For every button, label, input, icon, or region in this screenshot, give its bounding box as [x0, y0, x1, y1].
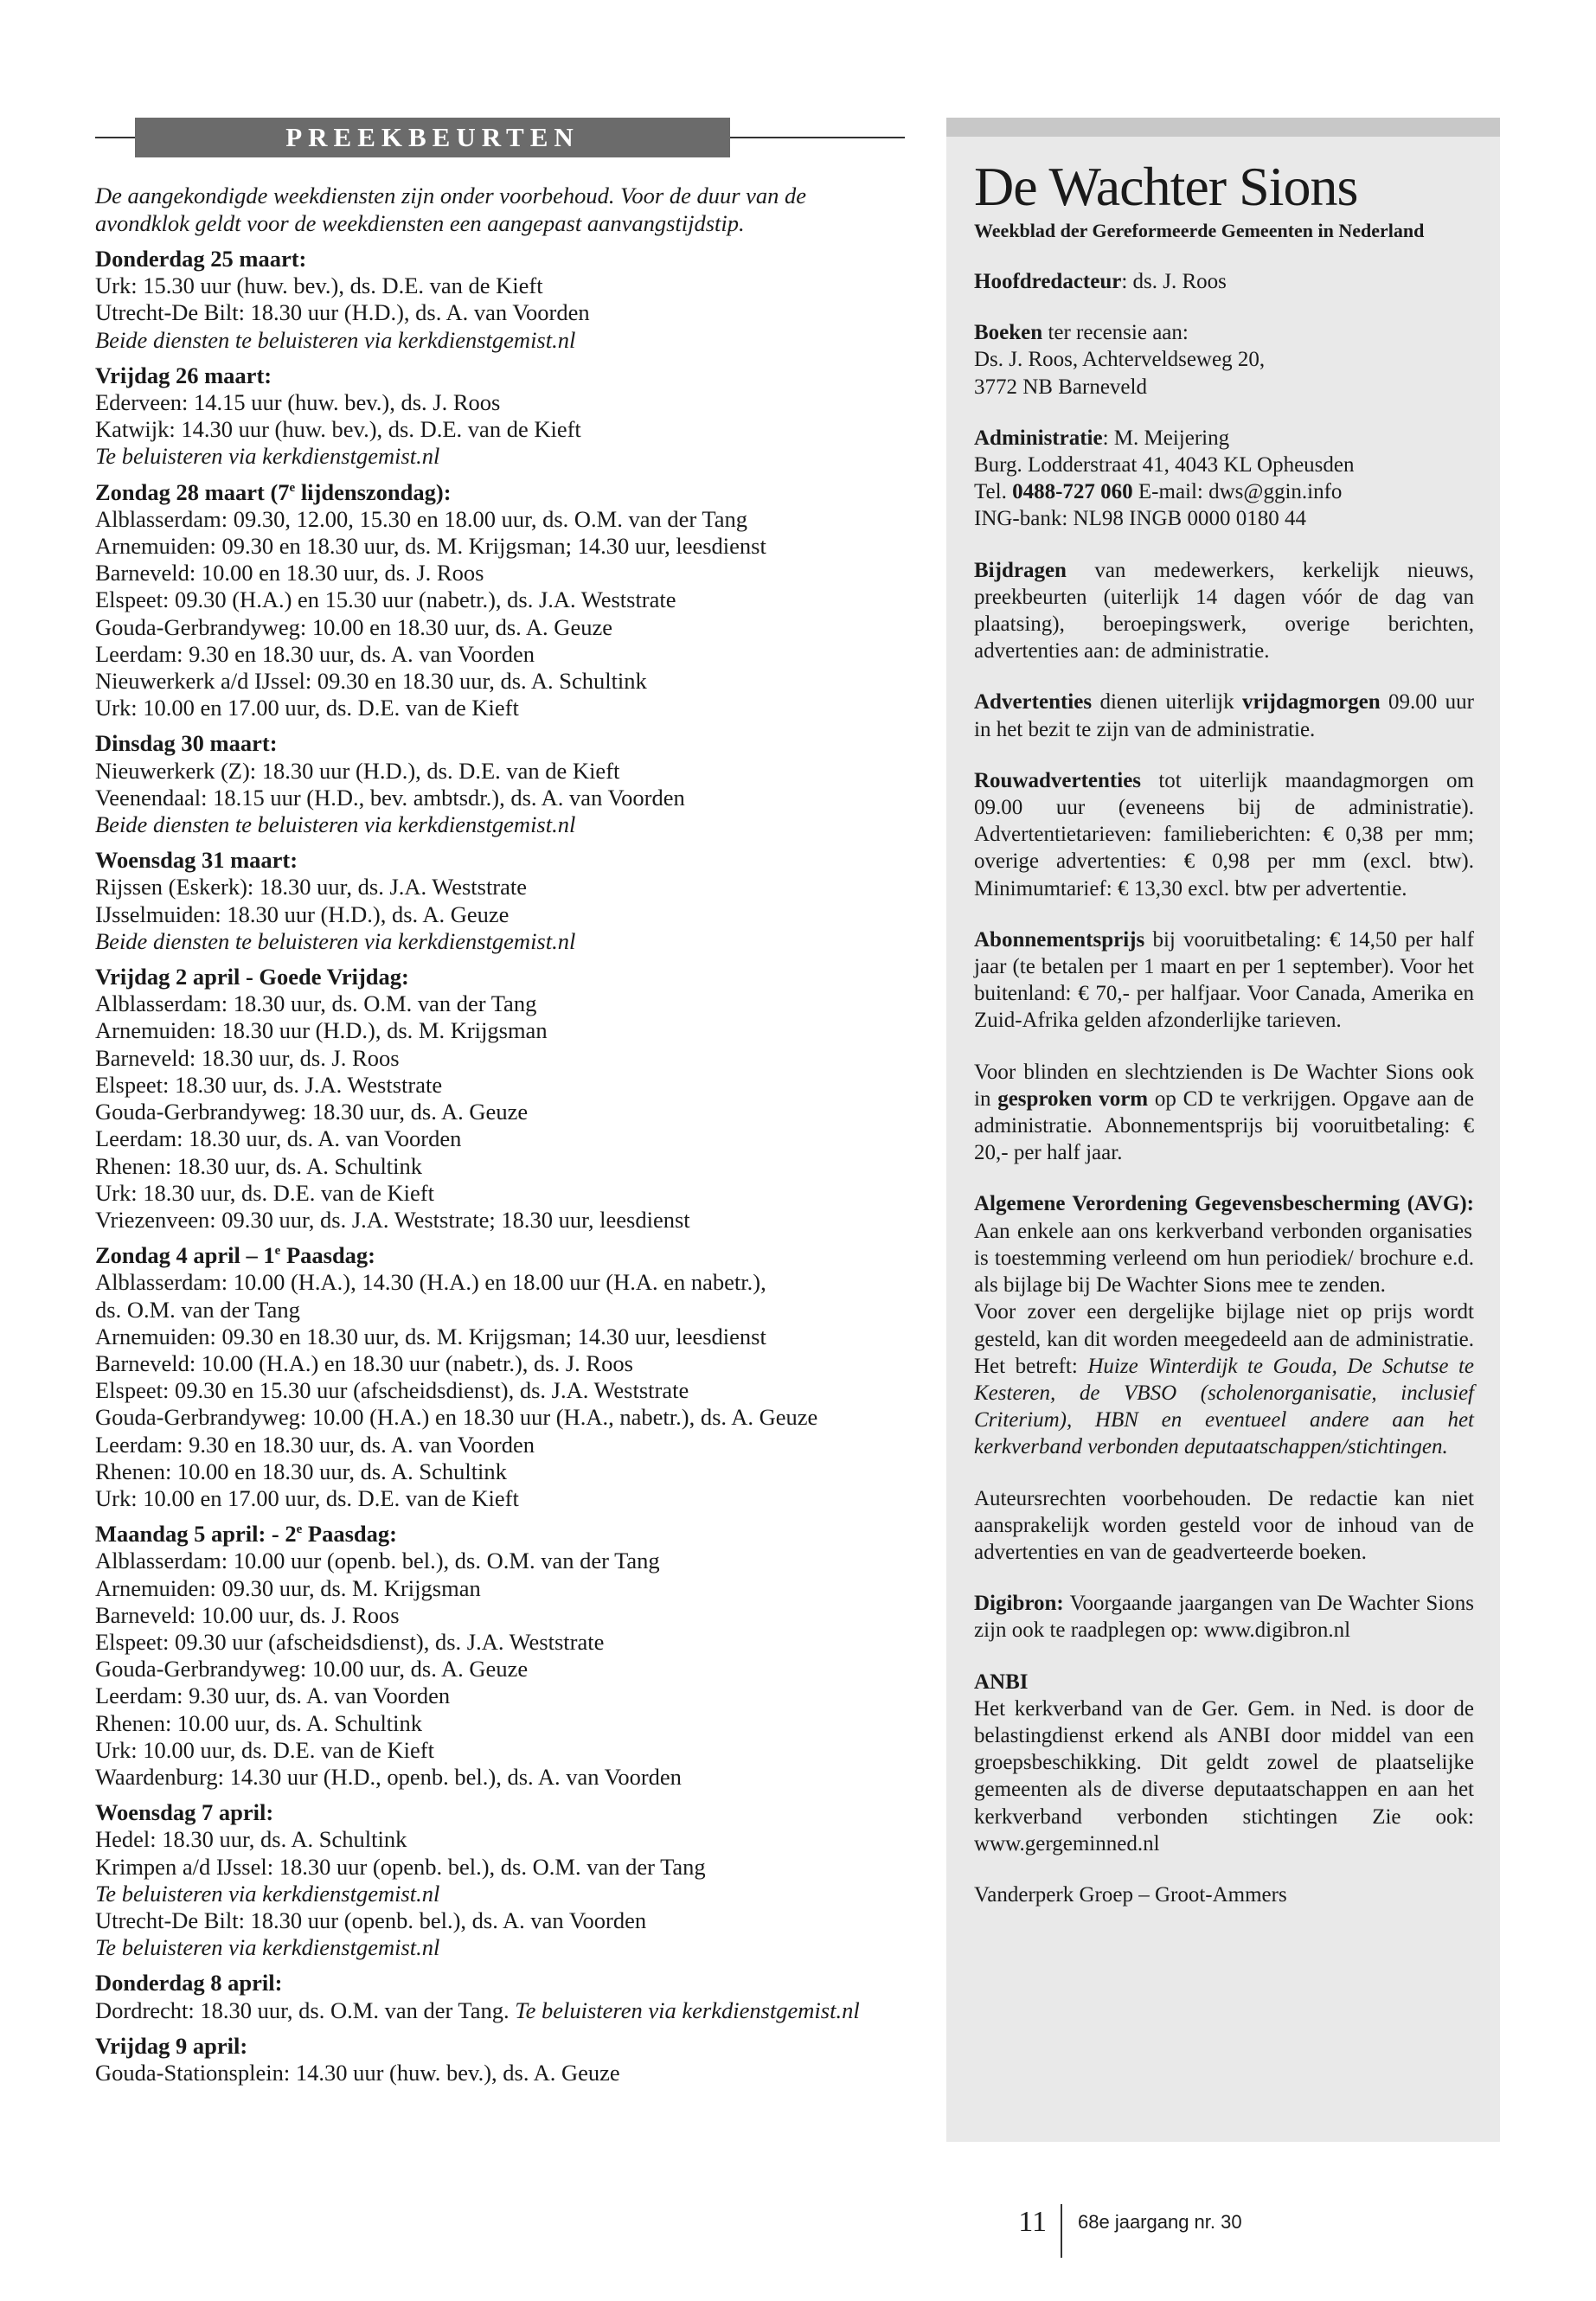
admin-block [974, 425, 1474, 533]
contrib-block [974, 557, 1474, 665]
day-title: Vrijdag 9 april: [95, 2032, 248, 2059]
service-line [95, 1269, 905, 1296]
service-text: Nieuwerkerk a/d IJssel: 09.30 en 18.30 uur, ds. A. Schultink [95, 668, 647, 695]
service-line [95, 1017, 905, 1044]
service-text: Leerdam: 9.30 en 18.30 uur, ds. A. van Voorden [95, 640, 535, 667]
service-text: Rhenen: 10.00 en 18.30 uur, ds. A. Schultink [95, 1458, 507, 1484]
blind-block [974, 1059, 1474, 1167]
day-title: Vrijdag 2 april - Goede Vrijdag: [95, 964, 409, 990]
service-text: Gouda-Gerbrandyweg: 10.00 en 18.30 uur, ds. A. Geuze [95, 613, 612, 640]
service-line [95, 586, 905, 613]
service-line [95, 758, 905, 785]
avg-block-2 [974, 1298, 1474, 1460]
service-line [95, 695, 905, 721]
day-title: Vrijdag 26 maart: [95, 362, 272, 388]
service-text: Elspeet: 18.30 uur, ds. J.A. Weststrate [95, 1071, 443, 1098]
service-line [95, 1997, 905, 2024]
service-text: Urk: 15.30 uur (huw. bev.), ds. D.E. van de Kieft [95, 272, 543, 299]
service-text: ds. O.M. van der Tang [95, 1296, 300, 1323]
mourning-block [974, 767, 1474, 902]
service-text: Rhenen: 18.30 uur, ds. A. Schultink [95, 1152, 423, 1179]
admin-address: Burg. Lodderstraat 41, 4043 KL Opheusden [974, 453, 1355, 478]
ordinal-suffix: e [289, 480, 296, 495]
books-address-line1: Ds. J. Roos, Achterveldseweg 20, [974, 348, 1266, 372]
broadcast-note [95, 928, 905, 955]
service-line [95, 614, 905, 641]
service-text: Elspeet: 09.30 (H.A.) en 15.30 uur (nabetr.), ds. J.A. Weststrate [95, 586, 676, 613]
header-rule-right [730, 137, 905, 138]
section-title: PREEKBEURTEN [135, 118, 730, 157]
service-text: Katwijk: 14.30 uur (huw. bev.), ds. D.E. van de Kieft [95, 416, 581, 443]
printer-credit: Vanderperk Groep – Groot-Ammers [974, 1882, 1287, 1907]
service-text: Urk: 18.30 uur, ds. D.E. van de Kieft [95, 1179, 434, 1206]
admin-tel: 0488-727 060 [1012, 480, 1133, 504]
broadcast-note: Te beluisteren via kerkdienstgemist.nl [515, 1997, 860, 2023]
editor-block [974, 268, 1474, 295]
service-line [95, 1575, 905, 1602]
service-line [95, 1485, 905, 1512]
service-text: Te beluisteren via kerkdienstgemist.nl [95, 443, 440, 470]
day-title: Maandag 5 april: - 2e Paasdag: [95, 1521, 397, 1548]
service-text: Alblasserdam: 10.00 uur (openb. bel.), ds. O.M. van der Tang [95, 1548, 660, 1574]
service-text: Urk: 10.00 en 17.00 uur, ds. D.E. van de Kieft [95, 1484, 519, 1511]
service-text: Arnemuiden: 09.30 uur, ds. M. Krijgsman [95, 1574, 481, 1601]
avg-block [974, 1190, 1474, 1298]
copyright-block: Auteursrechten voorbehouden. De redactie kan niet aansprakelijk worden gesteld voor de inhoud van de advertenties en van de geadverteerde boeken. [974, 1486, 1474, 1564]
day-title: Donderdag 25 maart: [95, 246, 307, 272]
ads-block [974, 689, 1474, 742]
contrib-text: van medewerkers, kerkelijk nieuws, preekbeurten (uiterlijk 14 dagen vóór de dag van plaatsing), beroepingswerk, overige berichten, advertenties aan: de administratie. [974, 558, 1474, 663]
books-block [974, 319, 1474, 401]
service-text: Elspeet: 09.30 uur (afscheidsdienst), ds. J.A. Weststrate [95, 1628, 605, 1655]
ads-label: Advertenties [974, 690, 1093, 715]
broadcast-note [95, 443, 905, 470]
editor-label: Hoofdredacteur [974, 270, 1122, 293]
service-day [95, 1242, 905, 1512]
service-day [95, 479, 905, 722]
service-line [95, 1682, 905, 1709]
service-day [95, 964, 905, 1234]
volume-info: 68e jaargang nr. 30 [1078, 2211, 1242, 2233]
service-text: Dordrecht: 18.30 uur, ds. O.M. van der Tang. [95, 1997, 516, 2023]
ordinal-suffix: e [296, 1522, 303, 1537]
ads-deadline: vrijdagmorgen [1241, 690, 1381, 715]
service-text: Rijssen (Eskerk): 18.30 uur, ds. J.A. Weststrate [95, 874, 528, 901]
service-text: Alblasserdam: 09.30, 12.00, 15.30 en 18.00 uur, ds. O.M. van der Tang [95, 505, 747, 532]
books-label: Boeken [974, 321, 1043, 345]
service-text: Alblasserdam: 18.30 uur, ds. O.M. van der Tang [95, 990, 537, 1017]
ordinal-suffix: e [274, 1244, 281, 1259]
service-day [95, 362, 905, 471]
service-text: Rhenen: 10.00 uur, ds. A. Schultink [95, 1709, 423, 1736]
service-text: Beide diensten te beluisteren via kerkdienstgemist.nl [95, 811, 576, 838]
ads-text2: 09.00 uur in het bezit te zijn van de administratie. [974, 690, 1475, 741]
service-text: Arnemuiden: 09.30 en 18.30 uur, ds. M. Krijgsman; 14.30 uur, leesdienst [95, 533, 766, 560]
panel-topbar [946, 118, 1500, 137]
books-address-line2: 3772 NB Barneveld [974, 375, 1147, 399]
service-text: Barneveld: 10.00 (H.A.) en 18.30 uur (nabetr.), ds. J. Roos [95, 1349, 633, 1376]
footer-divider [1061, 2204, 1062, 2258]
admin-text: : M. Meijering [1102, 426, 1230, 450]
broadcast-note [95, 1881, 905, 1907]
service-text: Ederveen: 14.15 uur (huw. bev.), ds. J. Roos [95, 389, 501, 416]
service-text: Elspeet: 09.30 en 15.30 uur (afscheidsdienst), ds. J.A. Weststrate [95, 1377, 689, 1404]
day-title: Donderdag 8 april: [95, 1970, 283, 1997]
mourning-text: tot uiterlijk maandagmorgen om 09.00 uur (eveneens bij de administratie). Advertentietarieven: familieberichten: € 0,38 per mm; overige advertenties: € 0,98 per mm (excl. btw). Minimumtarief: € 13,30 excl. btw per advertentie. [974, 768, 1474, 901]
service-line [95, 1377, 905, 1404]
service-line [95, 1656, 905, 1682]
service-line [95, 1764, 905, 1791]
service-day [95, 1799, 905, 1961]
day-title: Zondag 4 april – 1e Paasdag: [95, 1242, 376, 1269]
page-number: 11 [1018, 2206, 1047, 2238]
service-line [95, 1045, 905, 1072]
masthead-subtitle: Weekblad der Gereformeerde Gemeenten in Nederland [974, 220, 1425, 241]
ads-text1: dienen uiterlijk [1092, 690, 1242, 715]
service-text: Utrecht-De Bilt: 18.30 uur (H.D.), ds. A. van Voorden [95, 299, 590, 326]
service-line [95, 1826, 905, 1853]
service-text: Arnemuiden: 09.30 en 18.30 uur, ds. M. Krijgsman; 14.30 uur, leesdienst [95, 1323, 766, 1349]
service-day [95, 847, 905, 955]
service-text: Waardenburg: 14.30 uur (H.D., openb. bel.), ds. A. van Voorden [95, 1763, 682, 1790]
header-rule-left [95, 137, 135, 138]
service-text: Veenendaal: 18.15 uur (H.D., bev. ambtsdr.), ds. A. van Voorden [95, 784, 685, 811]
subscription-text: bij vooruitbetaling: € 14,50 per half jaar (te betalen per 1 maart en per 1 september). Voor het buitenland: € 70,- per halfjaar. Voor Canada, Amerika en Zuid-Afrika gelden afzonderlijke tarieven. [974, 927, 1474, 1033]
service-line [95, 1458, 905, 1485]
service-line [95, 1072, 905, 1099]
service-text: Utrecht-De Bilt: 18.30 uur (openb. bel.), ds. A. van Voorden [95, 1907, 647, 1933]
blind-text1: Voor blinden en slechtzienden is De Wachter Sions ook in [974, 1060, 1474, 1111]
service-text: Gouda-Stationsplein: 14.30 uur (huw. bev.), ds. A. Geuze [95, 2060, 620, 2086]
service-text: IJsselmuiden: 18.30 uur (H.D.), ds. A. Geuze [95, 901, 510, 927]
avg-text: Aan enkele aan ons kerkverband verbonden organisaties is toestemming verleend om hun periodiek/ brochure e.d. als bijlage bij De Wachter Sions mee te zenden. [974, 1219, 1474, 1298]
subscription-label: Abonnementsprijs [974, 927, 1145, 952]
service-text: Krimpen a/d IJssel: 18.30 uur (openb. bel.), ds. O.M. van der Tang [95, 1853, 706, 1880]
service-line [95, 506, 905, 533]
admin-label: Administratie [974, 426, 1103, 450]
masthead-panel [946, 118, 1500, 2142]
broadcast-note [95, 327, 905, 354]
service-line [95, 990, 905, 1017]
service-text: Te beluisteren via kerkdienstgemist.nl [95, 1880, 440, 1907]
service-text: Alblasserdam: 10.00 (H.A.), 14.30 (H.A.) en 18.00 uur (H.A. en nabetr.), [95, 1269, 766, 1296]
service-line [95, 668, 905, 695]
service-text: Urk: 10.00 en 17.00 uur, ds. D.E. van de Kieft [95, 695, 519, 721]
service-text: Leerdam: 9.30 en 18.30 uur, ds. A. van Voorden [95, 1431, 535, 1458]
editor-text: : ds. J. Roos [1121, 270, 1227, 293]
service-line [95, 2060, 905, 2086]
service-line [95, 641, 905, 668]
service-line [95, 1629, 905, 1656]
service-text: Gouda-Gerbrandyweg: 18.30 uur, ds. A. Geuze [95, 1099, 529, 1125]
service-line [95, 1907, 905, 1934]
anbi-text: Het kerkverband van de Ger. Gem. in Ned. is door de belastingdienst erkend als ANBI door middel van een groepsbeschikking. Dit geldt zowel de plaatselijke gemeenten als de diverse deputaatschappen en aan het kerkverband verbonden stichtingen Zie ook: www.gergeminned.nl [974, 1696, 1474, 1856]
service-line [95, 1153, 905, 1180]
broadcast-note [95, 811, 905, 838]
service-line [95, 1432, 905, 1458]
service-line [95, 874, 905, 901]
day-title: Woensdag 31 maart: [95, 847, 298, 874]
subscription-block [974, 926, 1474, 1035]
service-text: Arnemuiden: 18.30 uur (H.D.), ds. M. Krijgsman [95, 1017, 548, 1044]
service-text: Te beluisteren via kerkdienstgemist.nl [95, 1934, 440, 1961]
section-header [95, 118, 905, 157]
masthead-title: De Wachter Sions [974, 156, 1358, 217]
admin-tel-prefix: Tel. [974, 480, 1013, 504]
service-line [95, 1602, 905, 1629]
service-text: Beide diensten te beluisteren via kerkdienstgemist.nl [95, 927, 576, 954]
service-line [95, 1324, 905, 1350]
service-day [95, 1970, 905, 2023]
day-title: Dinsdag 30 maart: [95, 730, 278, 757]
service-line [95, 533, 905, 560]
services-list [95, 246, 905, 2095]
day-title: Zondag 28 maart (7e lijdenszondag): [95, 478, 452, 505]
service-line [95, 785, 905, 811]
service-line [95, 1125, 905, 1152]
service-day [95, 246, 905, 354]
service-text: Gouda-Gerbrandyweg: 10.00 uur, ds. A. Geuze [95, 1656, 529, 1682]
service-text: Barneveld: 18.30 uur, ds. J. Roos [95, 1044, 400, 1071]
blind-bold: gesproken vorm [997, 1086, 1149, 1111]
service-text: Beide diensten te beluisteren via kerkdienstgemist.nl [95, 326, 576, 353]
service-day [95, 730, 905, 838]
service-day [95, 1521, 905, 1791]
service-line [95, 416, 905, 443]
service-line [95, 1207, 905, 1234]
service-line [95, 1710, 905, 1737]
broadcast-note [95, 1934, 905, 1961]
anbi-label: ANBI [974, 1670, 1029, 1694]
contrib-label: Bijdragen [974, 558, 1067, 582]
day-title: Woensdag 7 april: [95, 1799, 274, 1826]
service-text: Vriezenveen: 09.30 uur, ds. J.A. Weststrate; 18.30 uur, leesdienst [95, 1206, 690, 1233]
service-day [95, 2033, 905, 2086]
anbi-block [974, 1669, 1474, 1857]
service-line [95, 1737, 905, 1764]
service-line [95, 901, 905, 928]
service-line [95, 1350, 905, 1377]
digibron-block [974, 1590, 1474, 1644]
service-text: Hedel: 18.30 uur, ds. A. Schultink [95, 1826, 407, 1853]
intro-text: De aangekondigde weekdiensten zijn onder voorbehoud. Voor de duur van de avondklok geldt voor de weekdiensten een aangepast aanvangstijdstip. [95, 183, 807, 236]
digibron-label: Digibron: [974, 1592, 1064, 1616]
mourning-label: Rouwadvertenties [974, 768, 1142, 792]
service-line [95, 389, 905, 416]
service-text: Nieuwerkerk (Z): 18.30 uur (H.D.), ds. D.E. van de Kieft [95, 757, 620, 784]
blind-text2: op CD te verkrijgen. Opgave aan de administratie. Abonnementsprijs bij vooruitbetaling: € 20,- per half jaar. [974, 1086, 1475, 1165]
admin-bank: ING-bank: NL98 INGB 0000 0180 44 [974, 507, 1306, 531]
service-text: Barneveld: 10.00 en 18.30 uur, ds. J. Roos [95, 560, 484, 586]
service-line [95, 1548, 905, 1574]
avg-text2: Voor zover een dergelijke bijlage niet op prijs wordt gesteld, kan dit worden meegedeeld aan de administratie. Het betreft: [974, 1300, 1474, 1378]
avg-organisations: Huize Winterdijk te Gouda, De Schutse te Kesteren, de VBSO (scholenorganisatie, inclusief Criterium), HBN en eventueel andere aan het kerkverband verbonden deputaatschappen/stichtingen. [974, 1354, 1474, 1459]
service-line [95, 1099, 905, 1125]
avg-label: Algemene Verordening Gegevensbescherming (AVG): [974, 1192, 1474, 1216]
digibron-text: Voorgaande jaargangen van De Wachter Sions zijn ook te raadplegen op: www.digibron.nl [974, 1592, 1474, 1643]
service-text: Leerdam: 18.30 uur, ds. A. van Voorden [95, 1125, 462, 1152]
service-text: Leerdam: 9.30 uur, ds. A. van Voorden [95, 1682, 451, 1709]
service-text: Barneveld: 10.00 uur, ds. J. Roos [95, 1601, 400, 1628]
service-line [95, 1404, 905, 1431]
service-line [95, 1180, 905, 1207]
admin-email: E-mail: dws@ggin.info [1132, 480, 1343, 504]
service-text: Gouda-Gerbrandyweg: 10.00 (H.A.) en 18.30 uur (H.A., nabetr.), ds. A. Geuze [95, 1404, 818, 1431]
service-line [95, 1854, 905, 1881]
service-line [95, 272, 905, 299]
books-text: ter recensie aan: [1042, 321, 1189, 345]
service-line [95, 299, 905, 326]
service-line [95, 1297, 905, 1324]
page-footer [0, 2204, 1596, 2265]
service-line [95, 560, 905, 586]
service-text: Urk: 10.00 uur, ds. D.E. van de Kieft [95, 1736, 434, 1763]
